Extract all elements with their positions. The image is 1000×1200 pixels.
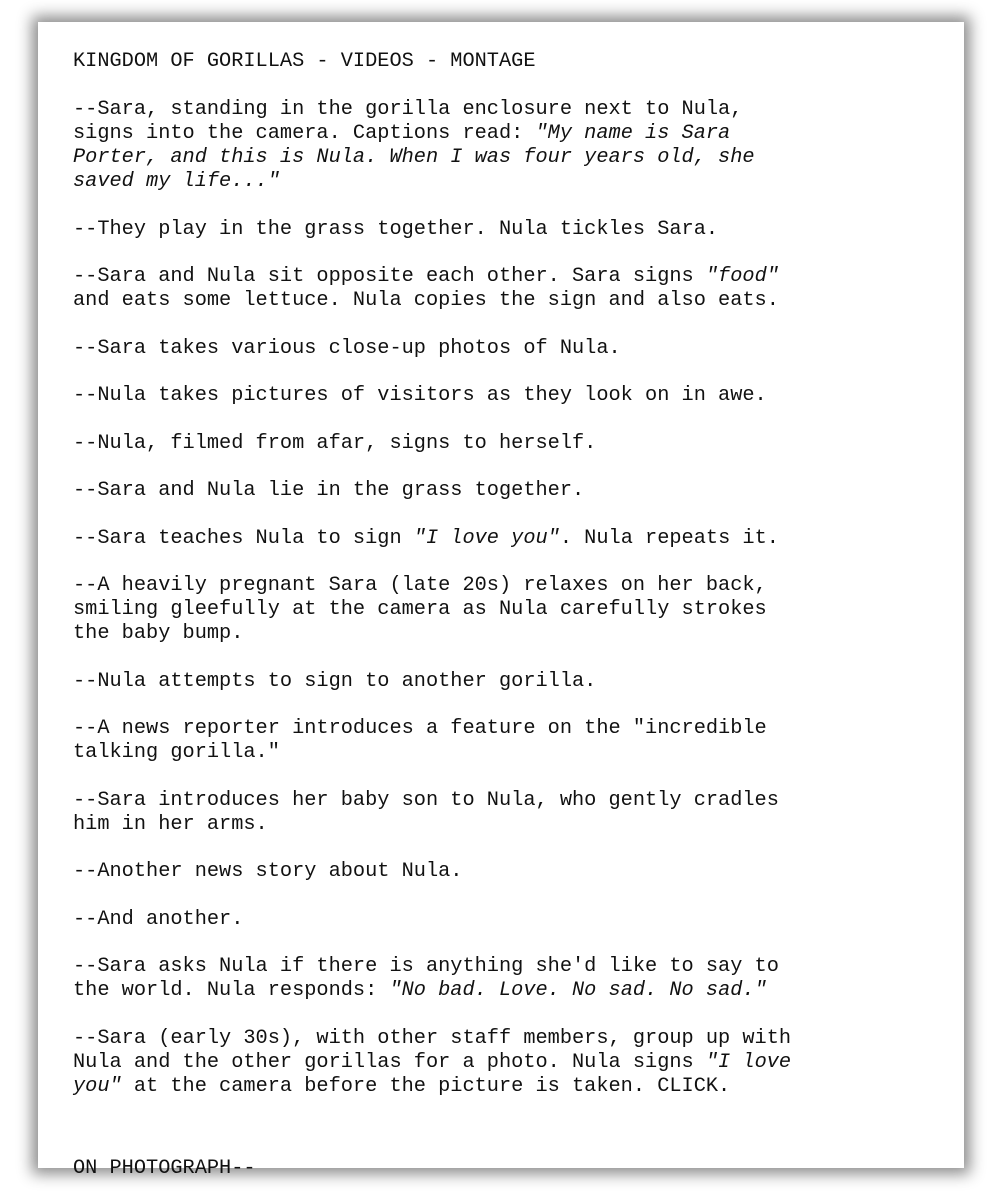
montage-item bbox=[73, 527, 933, 551]
action-text: --Another news story about Nula. bbox=[73, 860, 463, 883]
montage-item bbox=[73, 908, 933, 932]
italic-dialogue: "food" bbox=[705, 265, 779, 288]
montage-item bbox=[73, 432, 933, 456]
action-text: --And another. bbox=[73, 907, 244, 931]
montage-item bbox=[73, 717, 933, 765]
italic-dialogue: "I love you" bbox=[73, 1050, 792, 1098]
montage-item bbox=[73, 479, 933, 503]
action-text: --A news reporter introduces a feature on the "incredible talking gorilla." bbox=[73, 717, 767, 764]
montage-list bbox=[73, 98, 964, 1099]
action-text: --A heavily pregnant Sara (late 20s) relaxes on her back, smiling gleefully at the camera as Nula carefully strokes the baby bump. bbox=[73, 574, 767, 645]
action-text: --Sara and Nula lie in the grass together. bbox=[73, 479, 585, 502]
montage-item bbox=[73, 955, 933, 1003]
montage-item bbox=[73, 860, 933, 884]
italic-dialogue: "My name is Sara Porter, and this is Nula. When I was four years old, she saved my life..." bbox=[73, 122, 755, 193]
montage-item bbox=[73, 218, 933, 242]
action-text: --Sara teaches Nula to sign bbox=[73, 526, 414, 550]
montage-item bbox=[73, 265, 933, 313]
action-text: --Sara asks Nula if there is anything she'd like to say to the world. Nula responds: bbox=[73, 955, 779, 1002]
scene-transition: ON PHOTOGRAPH-- bbox=[73, 1156, 256, 1180]
script-page bbox=[38, 22, 964, 1180]
montage-item bbox=[73, 670, 933, 694]
action-text: --Sara takes various close-up photos of Nula. bbox=[73, 336, 621, 360]
action-text: --Sara, standing in the gorilla enclosure next to Nula, signs into the camera. Captions read: bbox=[73, 98, 743, 145]
action-text: --Sara introduces her baby son to Nula, who gently cradles him in her arms. bbox=[73, 788, 779, 836]
action-text: --Sara (early 30s), with other staff members, group up with Nula and the other gorillas for a photo. Nula signs bbox=[73, 1026, 792, 1074]
action-text: --Nula, filmed from afar, signs to herself. bbox=[73, 431, 597, 455]
italic-dialogue: "No bad. Love. No sad. No sad." bbox=[389, 979, 767, 1002]
montage-item bbox=[73, 574, 933, 646]
montage-item bbox=[73, 337, 933, 361]
action-text: --They play in the grass together. Nula tickles Sara. bbox=[73, 217, 719, 241]
action-text: and eats some lettuce. Nula copies the sign and also eats. bbox=[73, 289, 779, 312]
montage-item bbox=[73, 789, 933, 837]
montage-item bbox=[73, 1027, 933, 1099]
scene-heading: KINGDOM OF GORILLAS - VIDEOS - MONTAGE bbox=[73, 50, 536, 73]
action-text: --Nula attempts to sign to another gorilla. bbox=[73, 669, 597, 693]
italic-dialogue: "I love you" bbox=[413, 526, 560, 550]
montage-item bbox=[73, 384, 933, 408]
action-text: --Sara and Nula sit opposite each other. Sara signs bbox=[73, 265, 706, 288]
montage-item bbox=[73, 98, 933, 194]
action-text: . Nula repeats it. bbox=[559, 526, 779, 550]
action-text: at the camera before the picture is taken. CLICK. bbox=[121, 1074, 731, 1098]
action-text: --Nula takes pictures of visitors as they look on in awe. bbox=[73, 384, 767, 407]
